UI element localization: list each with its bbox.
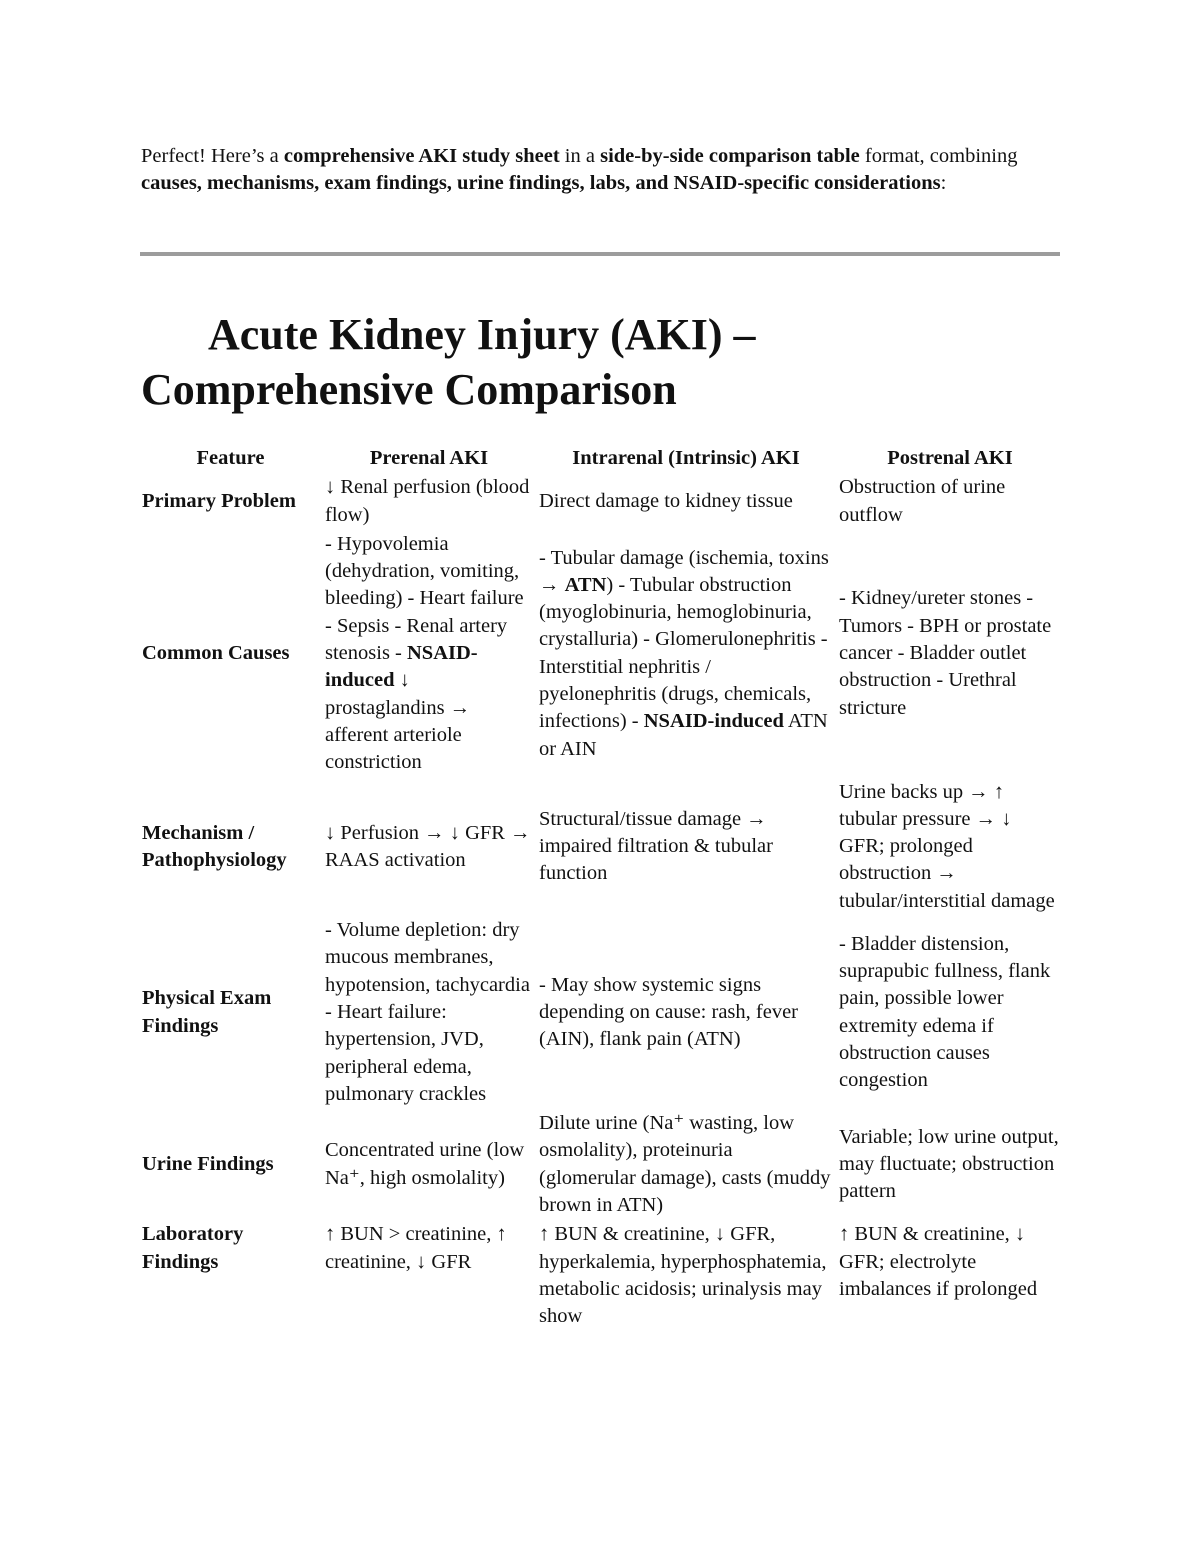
- row-feature: Urine Findings: [142, 1153, 274, 1176]
- cell-postrenal: ↑ BUN & creatinine, ↓ GFR; electrolyte imbalances if prolonged: [839, 1223, 1038, 1300]
- cell-prerenal: ↑ BUN > creatinine, ↑ creatinine, ↓ GFR: [325, 1223, 507, 1273]
- title-line-2: Comprehensive Comparison: [141, 365, 677, 414]
- cell-prerenal: ↓ Renal perfusion (blood flow): [325, 476, 530, 526]
- row-feature: Primary Problem: [142, 489, 296, 512]
- header-feature: Feature: [196, 447, 265, 469]
- row-feature: Laboratory Findings: [142, 1223, 244, 1273]
- cell-postrenal: Urine backs up → ↑ tubular pressure → ↓ GFR; prolonged obstruction → tubular/interstitial damage: [839, 780, 1055, 912]
- cell-text: ↓ prostaglandins → afferent arteriole constriction: [325, 669, 471, 774]
- cell-text: - Tubular damage (ischemia, toxins →: [539, 546, 829, 596]
- cell-intrarenal: [536, 530, 836, 778]
- cell-text: ) - Tubular obstruction (myoglobinuria, hemoglobinuria, crystalluria) - Glomerulonephritis - Interstitial nephritis / pyelonephritis (drugs, chemicals, infections) -: [539, 573, 828, 733]
- feature-line: Pathophysiology: [142, 848, 287, 871]
- feature-line: Mechanism /: [142, 821, 255, 844]
- header-postrenal: Postrenal AKI: [887, 447, 1013, 469]
- cell-bold-text: NSAID-induced: [643, 710, 784, 733]
- cell-prerenal: Concentrated urine (low Na⁺, high osmolality): [325, 1139, 525, 1189]
- cell-text: - Hypovolemia (dehydration, vomiting, bleeding) - Heart failure - Sepsis - Renal artery stenosis -: [325, 532, 524, 665]
- cell-text: ATN or AIN: [539, 710, 828, 760]
- page-title: [141, 307, 1071, 417]
- cell-postrenal: Variable; low urine output, may fluctuate; obstruction pattern: [839, 1125, 1059, 1203]
- cell-bold-text: ATN: [564, 573, 607, 596]
- cell-bold-text: NSAID-induced: [325, 642, 478, 692]
- title-line-1: Acute Kidney Injury (AKI) –: [208, 310, 756, 359]
- cell-intrarenal: Direct damage to kidney tissue: [539, 489, 793, 512]
- intro-text: in a: [559, 145, 601, 167]
- cell-prerenal: ↓ Perfusion → ↓ GFR → RAAS activation: [325, 821, 531, 871]
- cell-intrarenal: - May show systemic signs depending on cause: rash, fever (AIN), flank pain (ATN): [539, 973, 798, 1051]
- intro-text: Perfect! Here’s a: [141, 145, 284, 167]
- header-prerenal: Prerenal AKI: [369, 447, 489, 469]
- table-row: [139, 473, 1064, 530]
- cell-postrenal: Obstruction of urine outflow: [839, 476, 1006, 526]
- intro-bold: causes, mechanisms, exam findings, urine findings, labs, and NSAID-specific considerations: [141, 172, 941, 194]
- row-feature: Common Causes: [142, 642, 290, 665]
- row-feature: Physical Exam Findings: [142, 987, 272, 1037]
- table-row: [139, 1220, 1064, 1331]
- cell-intrarenal: ↑ BUN & creatinine, ↓ GFR, hyperkalemia, hyperphosphatemia, metabolic acidosis; urinalysis may show: [539, 1223, 827, 1328]
- table-row: [139, 778, 1064, 916]
- cell-prerenal: [322, 530, 536, 778]
- intro-bold: comprehensive AKI study sheet: [283, 145, 560, 167]
- intro-text: :: [940, 172, 947, 194]
- table-row: [139, 916, 1064, 1109]
- cell-intrarenal: Structural/tissue damage → impaired filtration & tubular function: [539, 807, 773, 885]
- table-row: [139, 1109, 1064, 1220]
- table-header-row: [139, 444, 1064, 473]
- intro-text: format, combining: [859, 145, 1018, 167]
- intro-paragraph: [141, 143, 1071, 197]
- cell-postrenal: - Bladder distension, suprapubic fullness, flank pain, possible lower extremity edema if obstruction causes congestion: [839, 932, 1051, 1092]
- horizontal-divider: [140, 252, 1060, 256]
- cell-postrenal: - Kidney/ureter stones - Tumors - BPH or prostate cancer - Bladder outlet obstruction - Urethral stricture: [839, 587, 1052, 719]
- cell-intrarenal: Dilute urine (Na⁺ wasting, low osmolality), proteinuria (glomerular damage), casts (muddy brown in ATN): [539, 1112, 831, 1217]
- comparison-table: [139, 444, 1064, 1332]
- intro-bold: side-by-side comparison table: [600, 145, 860, 167]
- header-intrarenal: Intrarenal (Intrinsic) AKI: [572, 447, 800, 469]
- row-feature: [139, 778, 322, 916]
- cell-prerenal: - Volume depletion: dry mucous membranes, hypotension, tachycardia - Heart failure: hypertension, JVD, peripheral edema, pulmonary crackles: [325, 919, 530, 1105]
- table-row: [139, 530, 1064, 778]
